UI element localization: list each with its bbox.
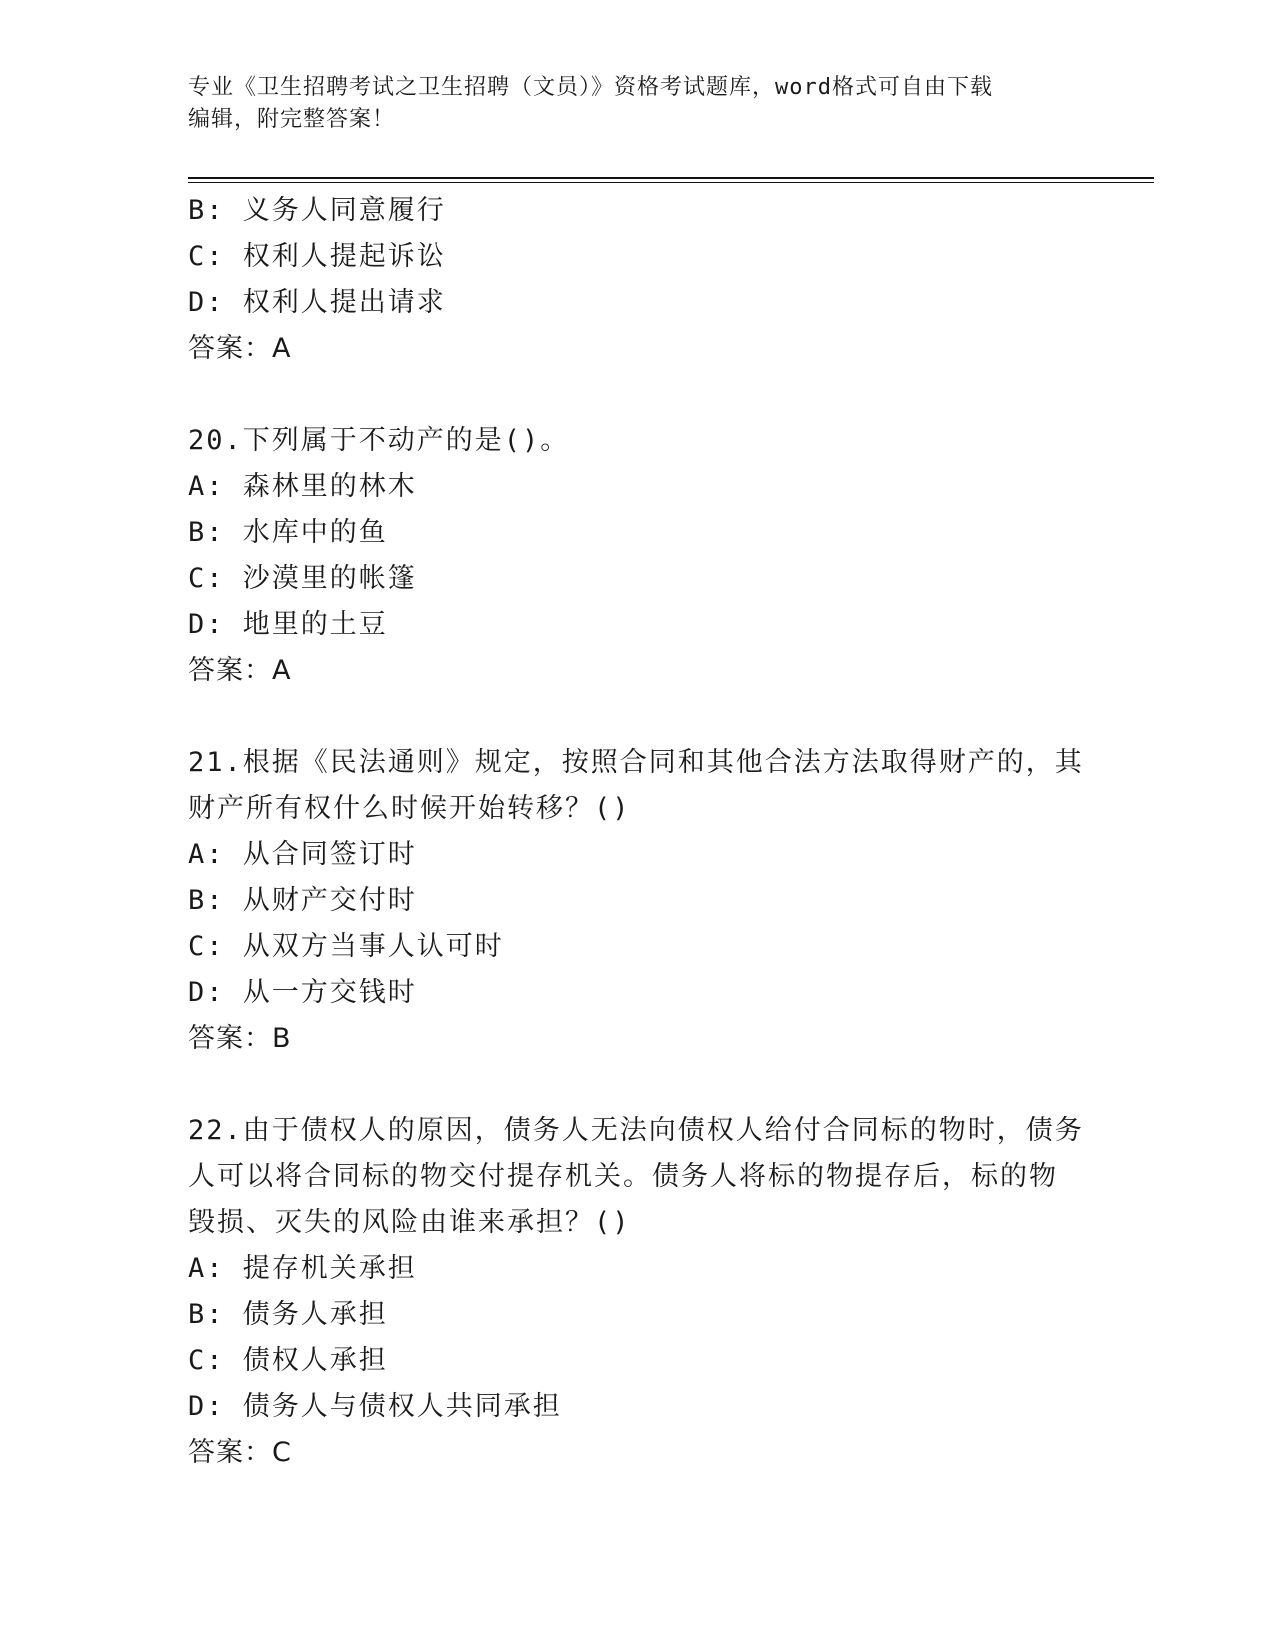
option-a: A: 提存机关承担: [188, 1253, 417, 1284]
question-block-21: [188, 740, 1128, 1062]
question-spacer: [188, 1062, 1128, 1108]
option-c: C: 沙漠里的帐篷: [188, 563, 417, 594]
option-c: C: 债权人承担: [188, 1345, 388, 1376]
option-d: D: 地里的土豆: [188, 609, 388, 640]
option-a: A: 森林里的林木: [188, 471, 417, 502]
question-stem: 21.根据《民法通则》规定，按照合同和其他合法方法取得财产的，其: [188, 747, 1084, 778]
header-line-2: 编辑，附完整答案！: [188, 107, 396, 132]
question-spacer: [188, 372, 1128, 418]
option-b: B: 债务人承担: [188, 1299, 388, 1330]
answer-line: 答案：B: [188, 1023, 292, 1054]
question-block-19: [188, 188, 1128, 372]
question-spacer: [188, 694, 1128, 740]
option-d: D: 债务人与债权人共同承担: [188, 1391, 562, 1422]
option-c: C: 权利人提起诉讼: [188, 241, 446, 272]
question-stem-continued: 人可以将合同标的物交付提存机关。债务人将标的物提存后，标的物: [188, 1161, 1058, 1192]
question-block-22: [188, 1108, 1128, 1476]
option-d: D: 权利人提出请求: [188, 287, 446, 318]
answer-line: 答案：A: [188, 655, 292, 686]
option-a: A: 从合同签订时: [188, 839, 417, 870]
question-stem-continued: 毁损、灭失的风险由谁来承担？(): [188, 1207, 631, 1238]
question-list: [188, 188, 1128, 1476]
header-divider-thick: [188, 177, 1154, 179]
header-divider-thin: [188, 182, 1154, 183]
header-line-1: 专业《卫生招聘考试之卫生招聘（文员）》资格考试题库，word格式可自由下载: [188, 75, 993, 100]
answer-line: 答案：C: [188, 1437, 292, 1468]
question-stem: 20.下列属于不动产的是()。: [188, 425, 570, 456]
question-stem: 22.由于债权人的原因，债务人无法向债权人给付合同标的物时，债务: [188, 1115, 1084, 1146]
question-block-20: [188, 418, 1128, 694]
option-c: C: 从双方当事人认可时: [188, 931, 504, 962]
answer-line: 答案：A: [188, 333, 292, 364]
option-b: B: 义务人同意履行: [188, 195, 446, 226]
question-stem-continued: 财产所有权什么时候开始转移？(): [188, 793, 631, 824]
option-b: B: 水库中的鱼: [188, 517, 388, 548]
option-d: D: 从一方交钱时: [188, 977, 417, 1008]
option-b: B: 从财产交付时: [188, 885, 417, 916]
document-header: [188, 72, 1088, 136]
